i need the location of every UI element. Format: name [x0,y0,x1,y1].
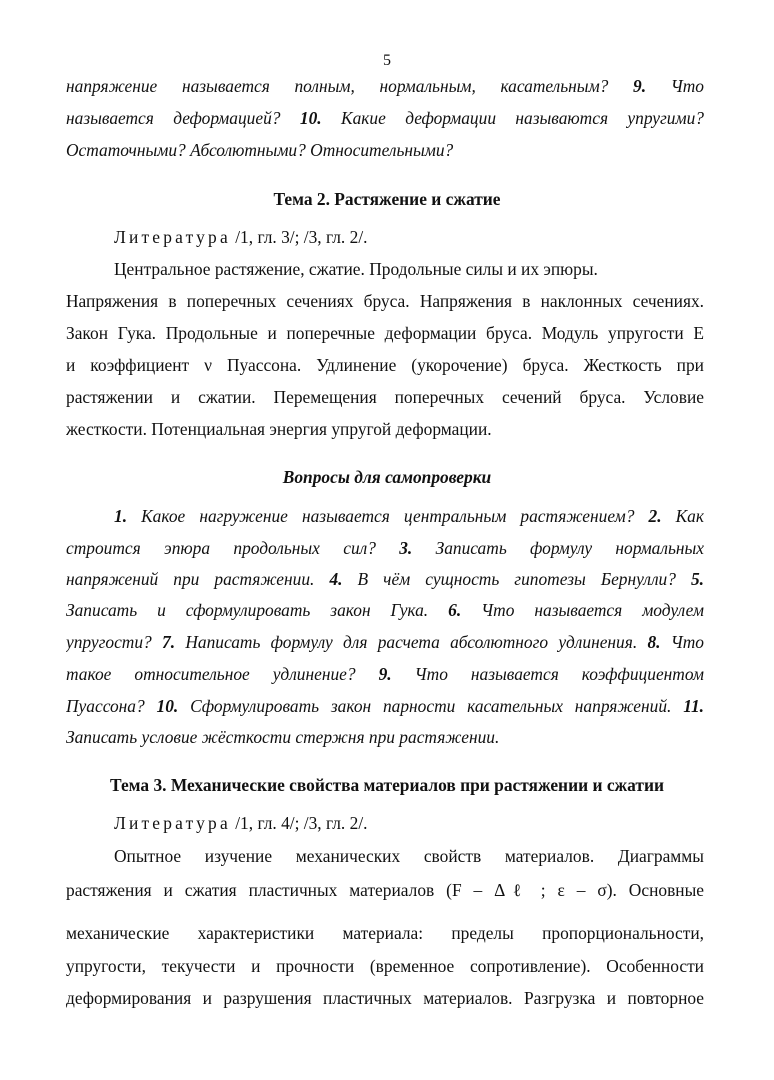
continuation-line-2: называется деформацией? 10. Какие деформации называются упругими? [66,108,704,128]
topic3-literature-label: Литература [114,813,231,833]
topic3-body-line-3: механические характеристики материала: пределы пропорциональности, [66,923,704,943]
topic2-body-line-4: и коэффициент ν Пуассона. Удлинение (укорочение) бруса. Жесткость при [66,355,704,375]
question-line-8: Записать условие жёсткости стержня при растяжении. [66,727,500,747]
topic3-heading: Тема 3. Механические свойства материалов при растяжении и сжатии [110,775,664,795]
topic2-body-line-2: Напряжения в поперечных сечениях бруса. Напряжения в наклонных сечениях. [66,291,704,311]
topic2-literature-label: Литература [114,227,231,247]
topic2-heading: Тема 2. Растяжение и сжатие [273,189,501,209]
topic2-literature-refs: /1, гл. 3/; /3, гл. 2/. [230,227,368,247]
topic3-literature [114,813,368,834]
topic2-body-line-5: растяжении и сжатии. Перемещения поперечных сечений бруса. Условие [66,387,704,407]
topic2-body-line-3: Закон Гука. Продольные и поперечные деформации бруса. Модуль упругости E [66,323,704,343]
questions-heading: Вопросы для самопроверки [282,467,492,487]
topic2-body-line-1: Центральное растяжение, сжатие. Продольные силы и их эпюры. [114,259,598,279]
question-line-3: напряжений при растяжении. 4. В чём сущность гипотезы Бернулли? 5. [66,569,704,589]
question-line-1: 1. Какое нагружение называется центральным растяжением? 2. Как [114,506,704,526]
topic3-body-line-1: Опытное изучение механических свойств материалов. Диаграммы [114,846,704,866]
question-line-5: упругости? 7. Написать формулу для расчета абсолютного удлинения. 8. Что [66,632,704,652]
topic3-body-line-5: деформирования и разрушения пластичных материалов. Разгрузка и повторное [66,988,704,1008]
topic3-body-line-2: растяжения и сжатия пластичных материалов (F – Δℓ ; ε – σ). Основные [66,880,704,900]
topic3-literature-refs: /1, гл. 4/; /3, гл. 2/. [230,813,368,833]
topic2-literature [114,227,368,248]
question-line-4: Записать и сформулировать закон Гука. 6. Что называется модулем [66,600,704,620]
page-number: 5 [383,52,391,69]
continuation-line-1: напряжение называется полным, нормальным, касательным? 9. Что [66,76,704,96]
continuation-line-3: Остаточными? Абсолютными? Относительными? [66,140,454,160]
question-line-2: строится эпюра продольных сил? 3. Записать формулу нормальных [66,538,704,558]
topic2-body-line-6: жесткости. Потенциальная энергия упругой деформации. [66,419,492,439]
question-line-7: Пуассона? 10. Сформулировать закон парности касательных напряжений. 11. [66,696,704,716]
question-line-6: такое относительное удлинение? 9. Что называется коэффициентом [66,664,704,684]
topic3-body-line-4: упругости, текучести и прочности (временное сопротивление). Особенности [66,956,704,976]
